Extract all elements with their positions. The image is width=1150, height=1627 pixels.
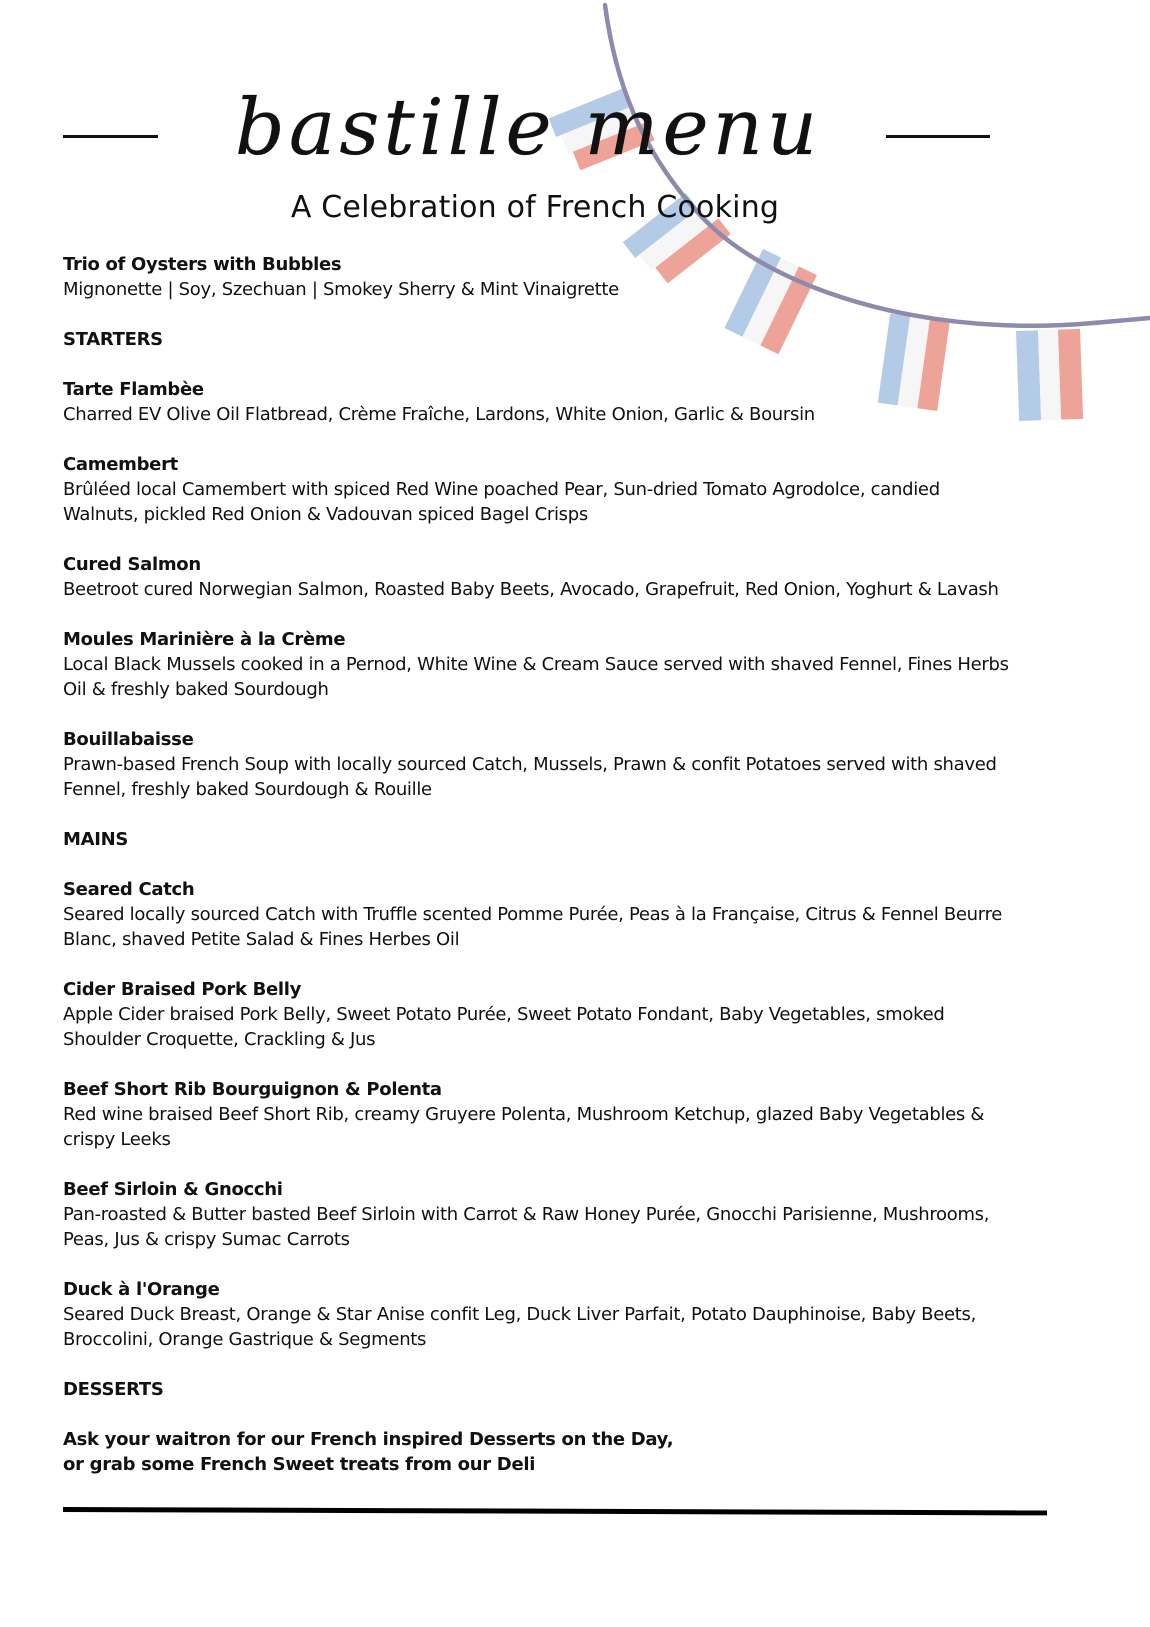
item-title: Beef Short Rib Bourguignon & Polenta (63, 1079, 442, 1100)
item-title: Bouillabaisse (63, 729, 194, 750)
title-dash-right (886, 135, 990, 138)
item-title: Moules Marinière à la Crème (63, 629, 346, 650)
item-description: Walnuts, pickled Red Onion & Vadouvan spiced Bagel Crisps (63, 504, 588, 525)
item-title: Cider Braised Pork Belly (63, 979, 302, 1000)
menu-item (63, 977, 1073, 1052)
title-row (0, 78, 1150, 178)
item-description: Seared Duck Breast, Orange & Star Anise confit Leg, Duck Liver Parfait, Potato Dauphinoise, Baby Beets, (63, 1304, 977, 1325)
item-description: Beetroot cured Norwegian Salmon, Roasted Baby Beets, Avocado, Grapefruit, Red Onion, Yoghurt & Lavash (63, 579, 999, 600)
menu-item (63, 627, 1073, 702)
section-heading: MAINS (63, 829, 129, 850)
item-description: Red wine braised Beef Short Rib, creamy Gruyere Polenta, Mushroom Ketchup, glazed Baby Vegetables & (63, 1104, 985, 1125)
section-heading: DESSERTS (63, 1379, 164, 1400)
item-description: Prawn-based French Soup with locally sourced Catch, Mussels, Prawn & confit Potatoes served with shaved (63, 754, 997, 775)
desserts-note: or grab some French Sweet treats from our Deli (63, 1454, 536, 1475)
section-starters (63, 327, 1073, 802)
item-description: Blanc, shaved Petite Salad & Fines Herbes Oil (63, 929, 460, 950)
menu-item (63, 552, 1073, 602)
item-description: Oil & freshly baked Sourdough (63, 679, 329, 700)
menu-item (63, 452, 1073, 527)
item-description: Broccolini, Orange Gastrique & Segments (63, 1329, 427, 1350)
desserts-note: Ask your waitron for our French inspired Desserts on the Day, (63, 1429, 674, 1450)
menu-item (63, 727, 1073, 802)
item-title: Tarte Flambèe (63, 379, 204, 400)
item-description: Pan-roasted & Butter basted Beef Sirloin with Carrot & Raw Honey Purée, Gnocchi Parisienne, Mushrooms, (63, 1204, 990, 1225)
item-description: Seared locally sourced Catch with Truffle scented Pomme Purée, Peas à la Française, Citrus & Fennel Beurre (63, 904, 1003, 925)
item-title: Beef Sirloin & Gnocchi (63, 1179, 283, 1200)
item-title: Seared Catch (63, 879, 195, 900)
item-title: Camembert (63, 454, 178, 475)
menu-content (63, 252, 1073, 1477)
section-mains (63, 827, 1073, 1352)
title-dash-left (63, 135, 158, 138)
menu-item (63, 377, 1073, 427)
menu-item (63, 1277, 1073, 1352)
menu-item (63, 877, 1073, 952)
item-description: Mignonette | Soy, Szechuan | Smokey Sherry & Mint Vinaigrette (63, 279, 619, 300)
item-description: Brûléed local Camembert with spiced Red Wine poached Pear, Sun-dried Tomato Agrodolce, candied (63, 479, 940, 500)
page-subtitle: A Celebration of French Cooking (290, 190, 780, 225)
section-heading: STARTERS (63, 329, 163, 350)
menu-header (0, 0, 1150, 250)
item-description: Peas, Jus & crispy Sumac Carrots (63, 1229, 350, 1250)
item-description: Fennel, freshly baked Sourdough & Rouille (63, 779, 432, 800)
item-title: Duck à l'Orange (63, 1279, 220, 1300)
item-description: Charred EV Olive Oil Flatbread, Crème Fraîche, Lardons, White Onion, Garlic & Boursin (63, 404, 815, 425)
intro-item (63, 252, 1073, 302)
item-description: Local Black Mussels cooked in a Pernod, White Wine & Cream Sauce served with shaved Fennel, Fines Herbs (63, 654, 1009, 675)
item-description: crispy Leeks (63, 1129, 171, 1150)
menu-item (63, 1077, 1073, 1152)
item-description: Apple Cider braised Pork Belly, Sweet Potato Purée, Sweet Potato Fondant, Baby Vegetables, smoked (63, 1004, 945, 1025)
footer-divider (63, 1507, 1047, 1515)
section-desserts (63, 1377, 1073, 1477)
item-description: Shoulder Croquette, Crackling & Jus (63, 1029, 376, 1050)
page-title: bastille menu (234, 83, 822, 173)
item-title: Trio of Oysters with Bubbles (63, 254, 342, 275)
menu-item (63, 1177, 1073, 1252)
item-title: Cured Salmon (63, 554, 201, 575)
